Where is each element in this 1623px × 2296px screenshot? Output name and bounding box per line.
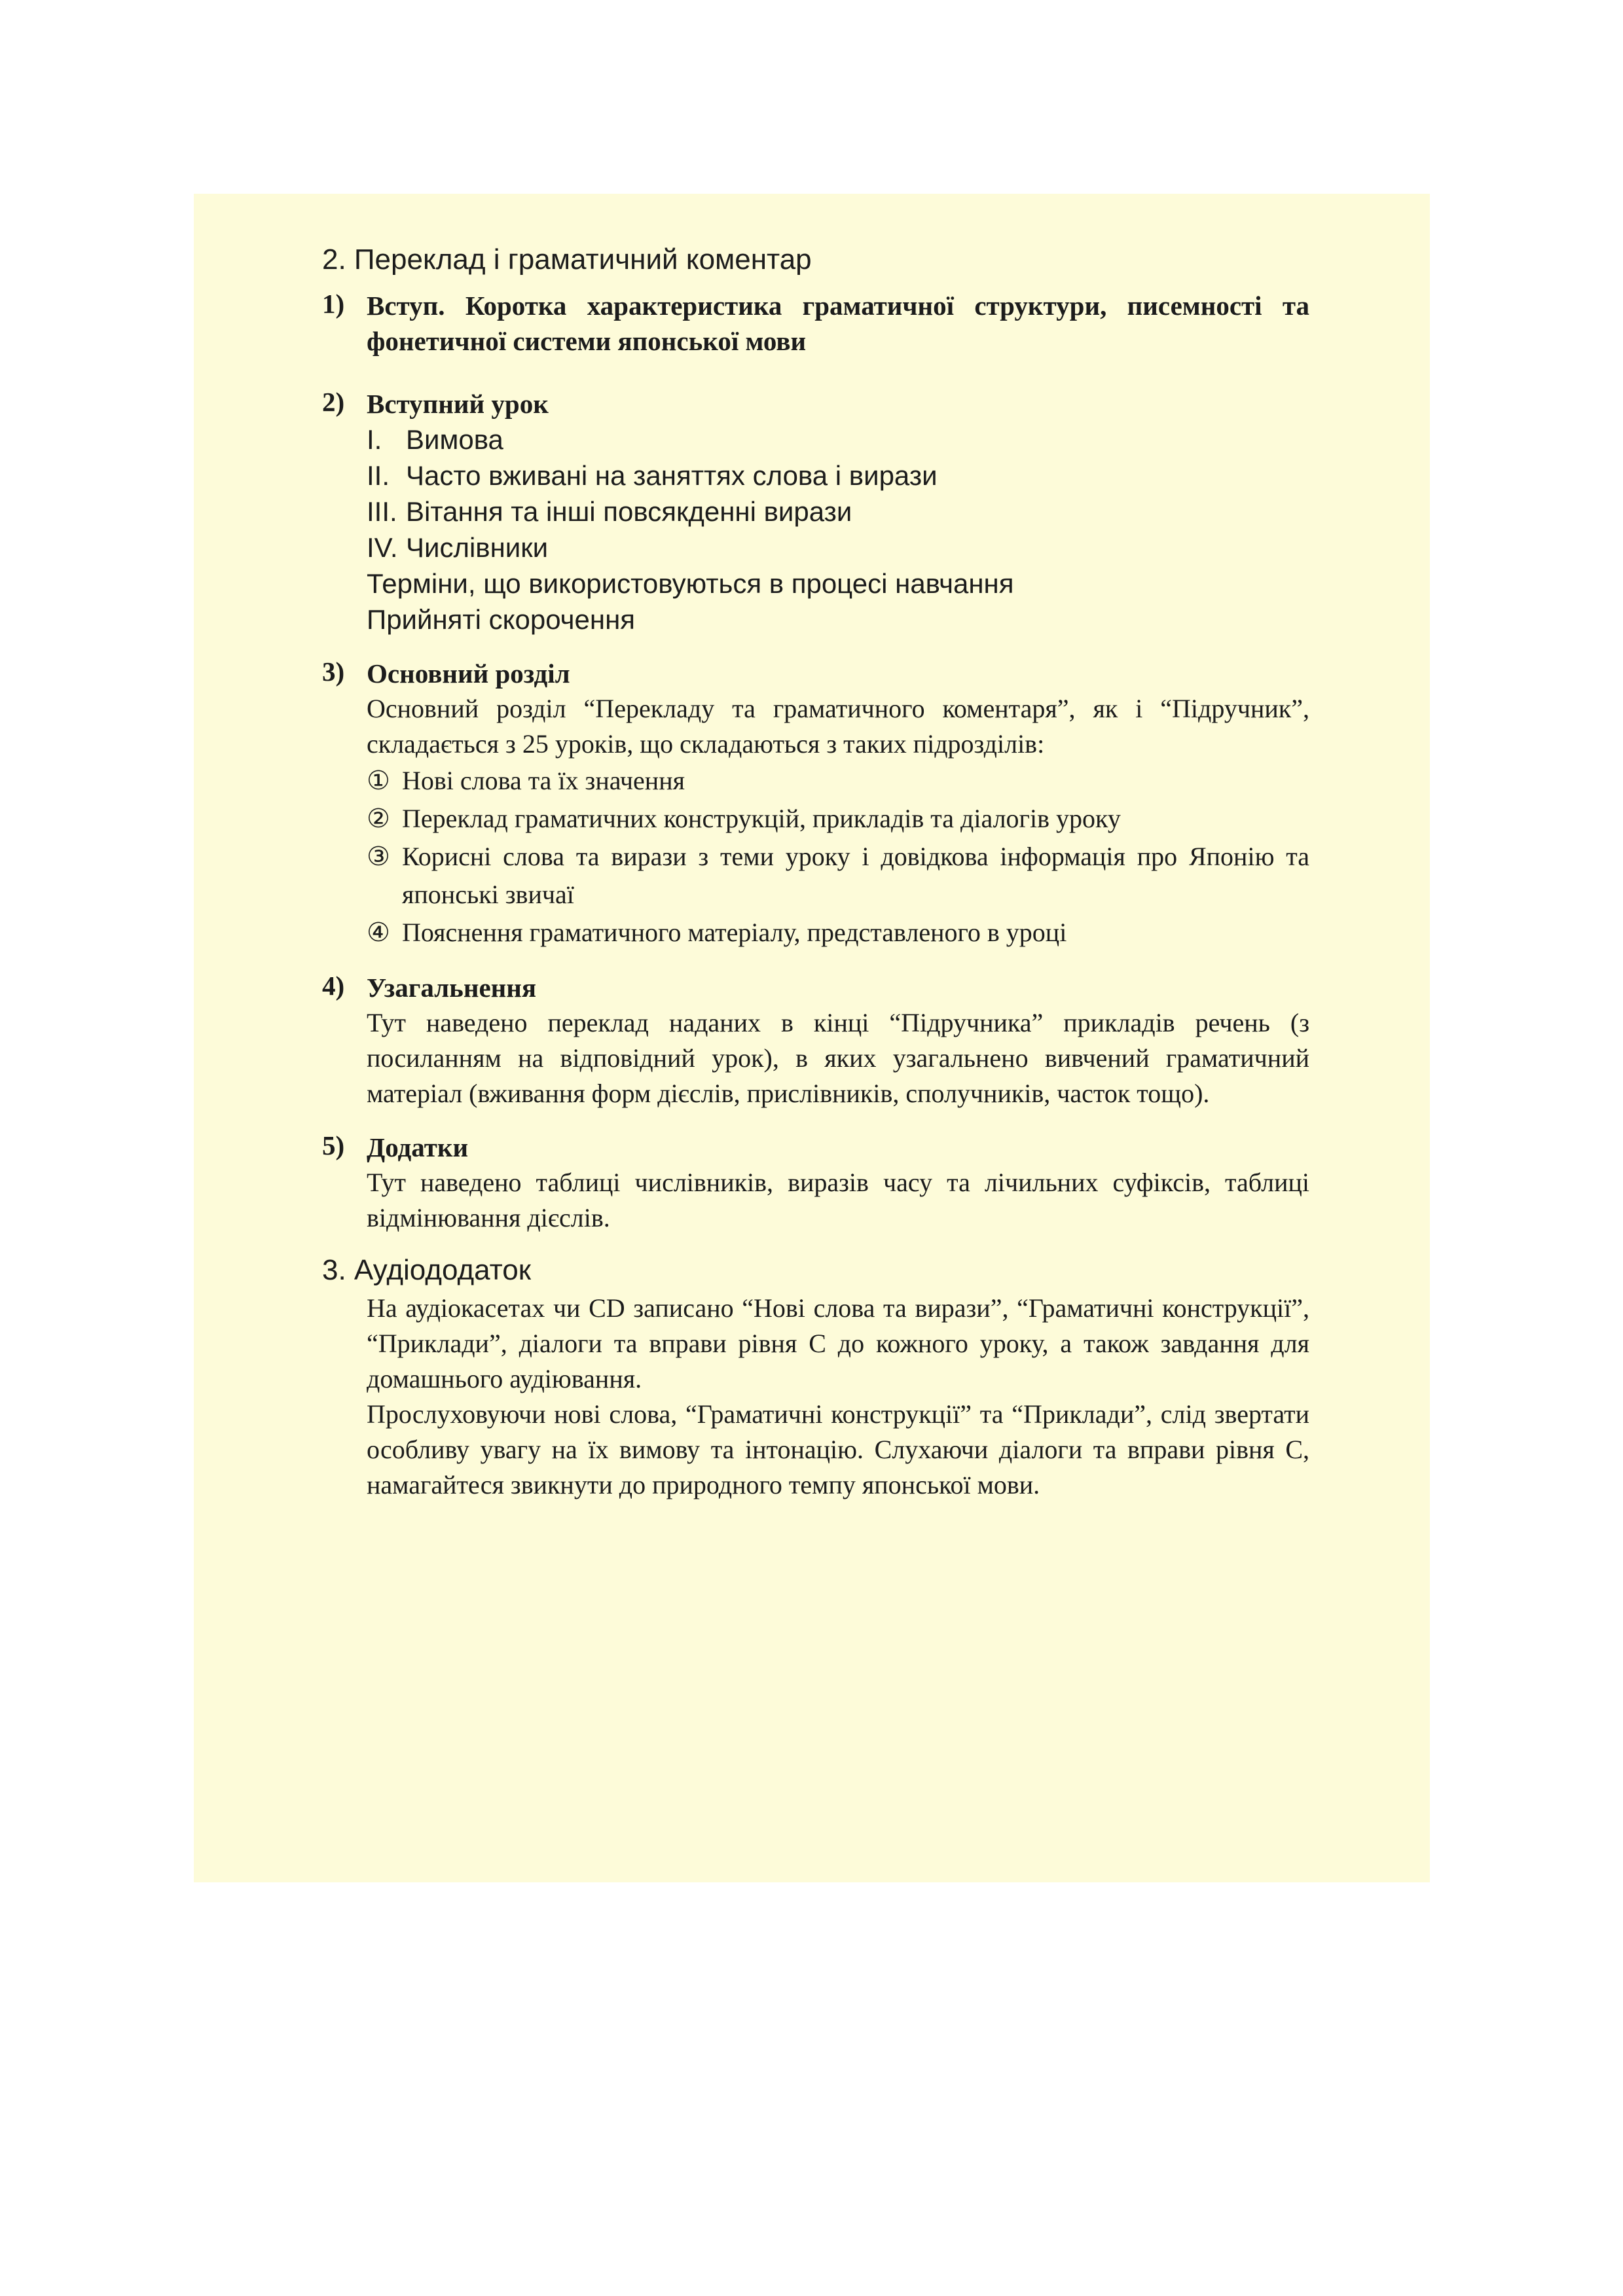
section-5-body: Тут наведено таблиці числівників, виразів часу та лічильних суфіксів, таблиці відмінювання дієслів. xyxy=(367,1168,1309,1232)
section-1-number: 1) xyxy=(322,289,345,319)
section-5-appendices xyxy=(314,1130,1309,1236)
section-5-number: 5) xyxy=(322,1130,345,1160)
audio-paragraph-1: На аудіокасетах чи CD записано “Нові слова та вирази”, “Граматичні конструкції”, “Приклади”, діалоги та вправи рівня С до кожного уроку, а також завдання для домашнього аудіювання. xyxy=(367,1293,1309,1393)
roman-list-item: II. Часто вживані на заняттях слова і вирази xyxy=(367,460,938,491)
abbreviations-line: Прийняті скорочення xyxy=(367,604,636,635)
section-2-number: 2) xyxy=(322,387,345,417)
audio-paragraph-2: Прослуховуючи нові слова, “Граматичні конструкції” та “Приклади”, слід звертати особливу увагу на їх вимову та інтонацію. Слухаючи діалоги та вправи рівня С, намагайтеся звикнути до природного темпу японської мови. xyxy=(367,1399,1309,1499)
section-5-title: Додатки xyxy=(367,1132,469,1162)
audio-section xyxy=(314,1291,1309,1503)
roman-list-item: IV. Числівники xyxy=(367,532,549,563)
section-1-introduction xyxy=(314,288,1309,359)
circled-list-item: ① Нові слова та їх значення xyxy=(367,766,685,795)
terms-line: Терміни, що використовуються в процесі навчання xyxy=(367,568,1014,599)
section-1-title: Вступ. Коротка характеристика граматичної структури, писемності та фонетичної системи японської мови xyxy=(367,291,1309,356)
section-heading-translation: 2. Переклад і граматичний коментар xyxy=(322,243,812,276)
section-4-number: 4) xyxy=(322,971,345,1001)
document-content xyxy=(314,243,1309,1503)
roman-list-item: III. Вітання та інші повсякденні вирази xyxy=(367,496,852,527)
section-heading-audio: 3. Аудіододаток xyxy=(322,1254,531,1286)
section-4-summary xyxy=(314,970,1309,1111)
section-3-title: Основний розділ xyxy=(367,658,570,689)
circled-list-item: ④ Пояснення граматичного матеріалу, представленого в уроці xyxy=(367,918,1067,947)
roman-list-item: I. Вимова xyxy=(367,424,503,455)
circled-list-item: ② Переклад граматичних конструкцій, прикладів та діалогів уроку xyxy=(367,804,1121,833)
section-4-body: Тут наведено переклад наданих в кінці “Підручника” прикладів речень (з посиланням на відповідний урок), в яких узагальнено вивчений граматичний матеріал (вживання форм дієслів, прислівників, сполучників, часток тощо). xyxy=(367,1008,1309,1108)
section-3-number: 3) xyxy=(322,656,345,687)
section-3-body: Основний розділ “Перекладу та граматичного коментаря”, як і “Підручник”, складається з 25 уроків, що складаються з таких підрозділів: xyxy=(367,694,1309,759)
section-4-title: Узагальнення xyxy=(367,973,537,1003)
section-2-intro-lesson xyxy=(314,386,1309,637)
section-3-main-part xyxy=(314,656,1309,952)
circled-list-item: ③ Корисні слова та вирази з теми уроку і довідкова інформація про Японію та японські звичаї xyxy=(367,842,1309,909)
section-2-title: Вступний урок xyxy=(367,389,549,419)
